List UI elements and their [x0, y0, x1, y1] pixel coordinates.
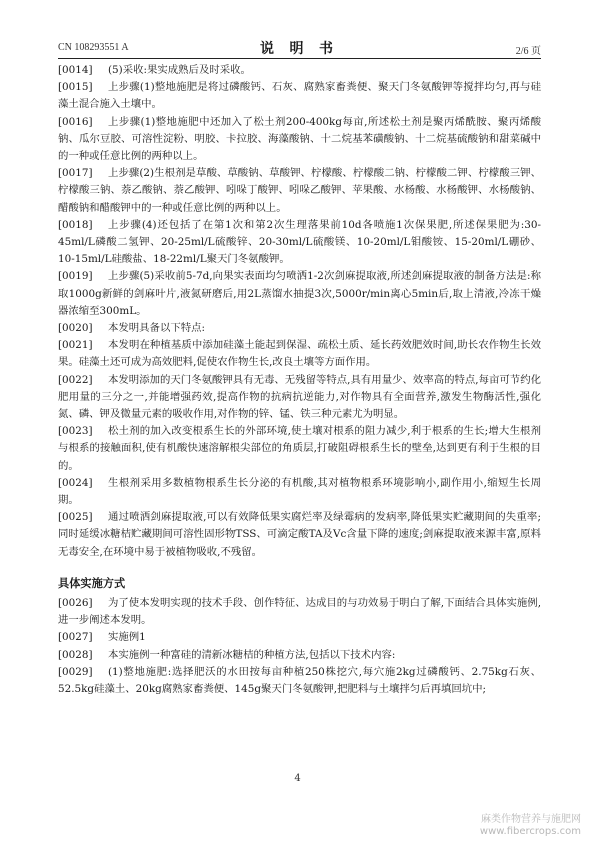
page-indicator: 2/6 页 — [515, 46, 541, 57]
paragraph-number: [0015] — [58, 81, 93, 94]
paragraph-number: [0026] — [58, 596, 93, 609]
paragraph-number: [0022] — [58, 373, 93, 386]
paragraph — [58, 268, 541, 320]
paragraph-number: [0014] — [58, 64, 93, 76]
watermark-site-name: 麻类作物营养与施肥网 — [481, 814, 581, 825]
section-title: 具体实施方式 — [58, 576, 126, 590]
watermark — [480, 814, 581, 838]
paragraph — [58, 664, 541, 698]
paragraph — [58, 595, 541, 629]
paragraph-text: 本发明添加的天门冬氨酸钾具有无毒、无残留等特点,具有用量少、效率高的特点,每亩可节约化肥用量的三分之一,并能增强药效,提高作物的抗病抗逆能力,对作物具有全面营养,激发生物酶活性,强化氮、磷、钾及微量元素的吸收作用,对作物的锌、锰、铁三种元素尤为明显。 — [58, 373, 541, 421]
paragraph — [58, 165, 541, 217]
paragraph — [58, 475, 541, 509]
paragraph — [58, 337, 541, 371]
paragraph-text: 本发明在种植基质中添加硅藻土能起到保湿、疏松土质、延长药效肥效时间,助长农作物生长效果。硅藻土还可成为高效肥料,促使农作物生长,改良土壤等方面作用。 — [58, 339, 541, 369]
paragraph-text: 上步骤(1)整地施肥是将过磷酸钙、石灰、腐熟家畜粪便、聚天门冬氨酸钾等搅拌均匀,再与硅藻土混合施入土壤中。 — [58, 81, 541, 111]
paragraph-text: (5)采收:果实成熟后及时采收。 — [108, 64, 251, 76]
paragraph-text: 上步骤(1)整地施肥中还加入了松土剂200-400kg每亩,所述松土剂是聚丙烯酰胺、聚丙烯酸钠、瓜尔豆胶、可溶性淀粉、明胶、卡拉胶、海藻酸钠、十二烷基苯磺酸钠、十二烷基硫酸钠和甜菜碱中的一种或任意比例的两种以上。 — [58, 115, 541, 163]
paragraph-list-embodiment — [58, 595, 541, 698]
paragraph-number: [0023] — [58, 425, 93, 438]
paragraph-number: [0029] — [58, 665, 93, 678]
paragraph — [58, 647, 541, 664]
paragraph-number: [0025] — [58, 511, 93, 524]
paragraph-number: [0018] — [58, 218, 93, 231]
paragraph-number: [0028] — [58, 648, 93, 661]
paragraph-text: 本发明具备以下特点: — [108, 322, 206, 335]
paragraph — [58, 629, 541, 646]
paragraph-number: [0016] — [58, 115, 93, 128]
paragraph-text: 生根剂采用多数植物根系生长分泌的有机酸,其对植物根系环境影响小,副作用小,缩短生长周期。 — [58, 476, 541, 507]
paragraph-number: [0017] — [58, 167, 93, 180]
paragraph — [58, 114, 541, 166]
paragraph-number: [0027] — [58, 631, 93, 644]
paragraph-number: [0024] — [58, 476, 93, 489]
paragraph-text: 为了使本发明实现的技术手段、创作特征、达成目的与功效易于明白了解,下面结合具体实施例,进一步阐述本发明。 — [58, 596, 541, 627]
paragraph — [58, 217, 541, 269]
paragraph-text: 通过喷洒剑麻提取液,可以有效降低果实腐烂率及绿霉病的发病率,降低果实贮藏期间的失重率;同时延缓冰糖桔贮藏期间可溶性固形物TSS、可滴定酸TA及Vc含量下降的速度;剑麻提取液来源丰富,原料无毒安全,在环境中易于被植物吸收,不残留。 — [58, 511, 541, 558]
paragraph-number: [0020] — [58, 322, 93, 335]
paragraph-text: 松土剂的加入改变根系生长的外部环境,使土壤对根系的阻力减少,利于根系的生长;增大生根剂与根系的接触面积,使有机酸快速溶解根尖部位的角质层,打破阻碍根系生长的壁垒,达到更有利于生根的目的。 — [58, 425, 541, 472]
paragraph — [58, 509, 541, 561]
description-body — [58, 62, 541, 698]
paragraph-text: 本实施例一种富硅的清新冰糖桔的种植方法,包括以下技术内容: — [108, 648, 396, 661]
paragraph-number: [0019] — [58, 270, 93, 283]
page-header — [58, 36, 541, 59]
patent-number: CN 108293551 A — [58, 42, 129, 53]
paragraph — [58, 320, 541, 337]
paragraph-number: [0021] — [58, 339, 93, 352]
page-number: 4 — [294, 773, 301, 784]
paragraph — [58, 79, 541, 113]
document-title: 说 明 书 — [260, 42, 339, 57]
paragraph-text: 上步骤(5)采收前5-7d,向果实表面均匀喷洒1-2次剑麻提取液,所述剑麻提取液的制备方法是:称取1000g新鲜的剑麻叶片,液氮研磨后,用2L蒸馏水抽提3次,5000r/min离心5min后,取上清液,冷冻干燥器浓缩至300mL。 — [58, 270, 541, 317]
paragraph-text: (1)整地施肥:选择肥沃的水田按每亩种植250株挖穴,每穴施2kg过磷酸钙、2.75kg石灰、52.5kg硅藻土、20kg腐熟家畜粪便、145g聚天门冬氨酸钾,把肥料与土壤拌匀后再填回坑中; — [58, 665, 541, 695]
paragraph-text: 实施例1 — [108, 631, 146, 644]
paragraph — [58, 423, 541, 475]
watermark-url: www.fibercrops.com — [479, 826, 581, 837]
paragraph-text: 上步骤(2)生根剂是草酸、草酸钠、草酸钾、柠檬酸、柠檬酸二钠、柠檬酸二钾、柠檬酸三钾、柠檬酸三钠、萘乙酸钠、萘乙酸钾、吲哚丁酸钾、吲哚乙酸钾、苹果酸、水杨酸、水杨酸钾、水杨酸钠、醋酸钠和醋酸钾中的一种或任意比例的两种以上。 — [58, 167, 541, 214]
paragraph-text: 上步骤(4)还包括了在第1次和第2次生理落果前10d各喷施1次保果肥,所述保果肥为:30-45ml/L磷酸二氢钾、20-25ml/L硫酸锌、20-30ml/L硫酸镁、10-20ml/L钼酸铵、15-20ml/L硼砂、10-15ml/L硅酸盐、18-22ml/L聚天门冬氨酸钾。 — [58, 218, 541, 266]
paragraph-list — [58, 62, 541, 561]
paragraph — [58, 62, 541, 79]
paragraph — [58, 372, 541, 424]
